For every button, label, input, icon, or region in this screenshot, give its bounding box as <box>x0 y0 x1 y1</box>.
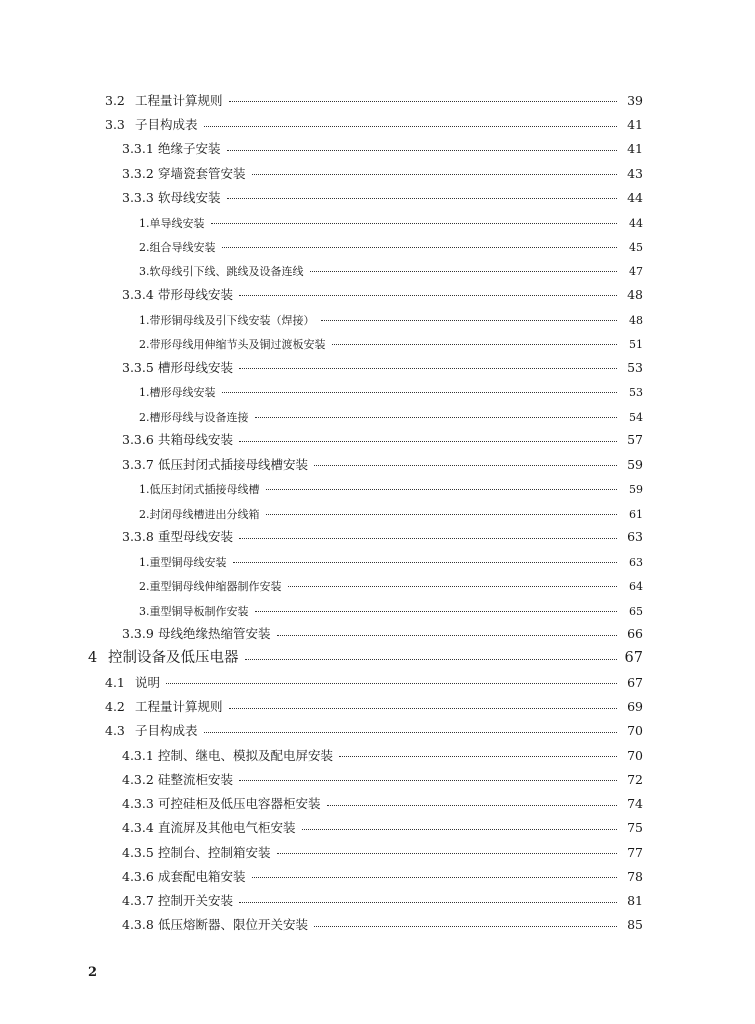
toc-entry-page: 44 <box>629 216 643 230</box>
toc-entry-title: 重型母线安装 <box>158 529 234 545</box>
toc-entry[interactable] <box>0 474 755 498</box>
toc-entry-number: 1. <box>139 556 150 569</box>
toc-entry-page: 53 <box>629 386 643 400</box>
toc-entry-number: 2. <box>139 580 150 594</box>
toc-dot-leader <box>239 538 617 539</box>
toc-entry-title: 子目构成表 <box>135 723 198 739</box>
table-of-contents <box>0 86 755 935</box>
toc-entry-number: 4.3.8 <box>122 917 154 933</box>
toc-entry-page: 39 <box>627 92 643 108</box>
toc-entry-page: 41 <box>627 141 643 157</box>
toc-dot-leader <box>239 780 617 781</box>
toc-dot-leader <box>288 586 618 587</box>
toc-entry[interactable] <box>0 668 755 692</box>
page-number: 2 <box>88 965 98 980</box>
toc-dot-leader <box>314 926 617 927</box>
toc-dot-leader <box>239 902 617 903</box>
toc-dot-leader <box>227 198 617 199</box>
toc-entry-page: 61 <box>629 507 643 521</box>
toc-dot-leader <box>204 732 617 733</box>
toc-entry[interactable] <box>0 207 755 231</box>
toc-entry[interactable] <box>0 595 755 619</box>
toc-dot-leader <box>310 271 618 272</box>
toc-entry[interactable] <box>0 547 755 571</box>
toc-entry[interactable] <box>0 644 755 668</box>
toc-entry[interactable] <box>0 159 755 183</box>
toc-entry-page: 66 <box>627 626 643 642</box>
toc-entry-title: 组合导线安装 <box>149 240 216 254</box>
toc-dot-leader <box>332 344 618 345</box>
toc-dot-leader <box>339 756 617 757</box>
toc-entry[interactable] <box>0 86 755 110</box>
toc-dot-leader <box>266 514 618 515</box>
toc-dot-leader <box>321 320 618 321</box>
toc-dot-leader <box>239 441 617 442</box>
toc-entry-page: 74 <box>627 796 643 811</box>
toc-entry-page: 72 <box>627 771 643 787</box>
toc-entry-page: 85 <box>627 917 643 933</box>
toc-entry-number: 4.2 <box>105 699 125 714</box>
toc-entry-title: 带形母线用伸缩节头及铜过渡板安装 <box>149 337 326 351</box>
toc-entry-page: 75 <box>627 820 643 836</box>
toc-entry-number: 3.3.6 <box>122 432 154 448</box>
toc-entry-title: 重型铜母线安装 <box>149 556 227 569</box>
toc-entry-page: 43 <box>627 165 643 181</box>
toc-entry-number: 3.3.4 <box>122 286 154 302</box>
toc-entry-title: 直流屏及其他电气柜安装 <box>158 820 296 836</box>
toc-dot-leader <box>255 417 618 418</box>
toc-entry[interactable] <box>0 329 755 353</box>
toc-entry[interactable] <box>0 911 755 935</box>
toc-entry[interactable] <box>0 571 755 595</box>
toc-entry[interactable] <box>0 450 755 474</box>
toc-entry-title: 说明 <box>135 674 161 690</box>
toc-entry-number: 2. <box>139 337 150 351</box>
toc-entry-page: 44 <box>627 189 643 205</box>
toc-dot-leader <box>229 708 617 709</box>
toc-entry-number: 4.3 <box>105 723 125 739</box>
toc-entry[interactable] <box>0 789 755 813</box>
toc-entry-number: 3. <box>139 265 150 278</box>
toc-dot-leader <box>229 101 617 102</box>
toc-entry[interactable] <box>0 862 755 886</box>
toc-entry-title: 硅整流柜安装 <box>158 771 234 787</box>
toc-entry[interactable] <box>0 280 755 304</box>
toc-dot-leader <box>222 247 618 248</box>
toc-entry-page: 67 <box>624 649 643 666</box>
toc-dot-leader <box>277 853 617 854</box>
toc-entry[interactable] <box>0 523 755 547</box>
toc-entry-title: 穿墙瓷套管安装 <box>158 165 246 181</box>
toc-entry-page: 65 <box>629 604 643 618</box>
toc-entry-title: 软母线安装 <box>158 189 221 205</box>
toc-entry-number: 4.3.4 <box>122 820 154 836</box>
toc-entry[interactable] <box>0 692 755 716</box>
toc-dot-leader <box>327 805 617 806</box>
toc-entry-number: 1. <box>139 386 150 400</box>
toc-entry-title: 工程量计算规则 <box>135 699 223 714</box>
toc-entry-page: 59 <box>629 483 643 497</box>
toc-entry[interactable] <box>0 377 755 401</box>
toc-dot-leader <box>255 611 618 612</box>
toc-entry-page: 45 <box>629 240 643 254</box>
toc-dot-leader <box>204 126 617 127</box>
toc-entry-number: 4 <box>88 649 98 666</box>
toc-entry-number: 2. <box>139 507 150 521</box>
toc-entry-page: 69 <box>627 699 643 714</box>
toc-entry-number: 1. <box>139 483 150 497</box>
toc-entry-title: 软母线引下线、跳线及设备连线 <box>149 265 304 278</box>
toc-entry-page: 47 <box>629 265 643 278</box>
toc-entry-number: 3.2 <box>105 92 125 108</box>
toc-entry-number: 2. <box>139 240 150 254</box>
toc-entry-title: 母线绝缘热缩管安装 <box>158 626 271 642</box>
toc-entry-page: 57 <box>627 432 643 448</box>
toc-entry-page: 48 <box>627 286 643 302</box>
toc-entry[interactable] <box>0 814 755 838</box>
toc-entry[interactable] <box>0 741 755 765</box>
toc-entry-title: 绝缘子安装 <box>158 141 221 157</box>
toc-entry-title: 重型铜导板制作安装 <box>149 604 249 618</box>
toc-entry-title: 工程量计算规则 <box>135 92 223 108</box>
toc-dot-leader <box>314 465 617 466</box>
toc-entry-title: 控制设备及低压电器 <box>108 649 239 666</box>
toc-entry-title: 带形铜母线及引下线安装（焊接） <box>149 313 315 327</box>
toc-entry-number: 2. <box>139 410 150 424</box>
toc-entry-page: 54 <box>629 410 643 424</box>
toc-entry-page: 78 <box>627 868 643 884</box>
toc-dot-leader <box>245 659 618 660</box>
toc-entry-title: 控制、继电、模拟及配电屏安装 <box>158 747 334 763</box>
toc-entry-title: 控制台、控制箱安装 <box>158 844 271 860</box>
toc-dot-leader <box>252 174 617 175</box>
toc-entry-title: 封闭母线槽进出分线箱 <box>149 507 260 521</box>
toc-entry-number: 3.3.9 <box>122 626 154 642</box>
toc-entry-page: 53 <box>627 359 643 375</box>
toc-entry-number: 4.3.7 <box>122 893 154 908</box>
toc-entry-number: 1. <box>139 313 150 327</box>
toc-entry-page: 48 <box>629 313 643 327</box>
toc-entry-number: 3.3 <box>105 117 125 132</box>
toc-entry-number: 3.3.2 <box>122 165 154 181</box>
toc-entry[interactable] <box>0 498 755 522</box>
toc-entry[interactable] <box>0 183 755 207</box>
toc-dot-leader <box>252 877 617 878</box>
toc-entry[interactable] <box>0 765 755 789</box>
toc-entry-number: 4.3.2 <box>122 771 154 787</box>
toc-dot-leader <box>277 635 617 636</box>
toc-dot-leader <box>166 683 617 684</box>
toc-entry-title: 控制开关安装 <box>158 893 234 908</box>
toc-entry-number: 3. <box>139 604 150 618</box>
toc-entry-title: 带形母线安装 <box>158 286 234 302</box>
toc-entry-number: 3.3.8 <box>122 529 154 545</box>
toc-dot-leader <box>266 489 618 490</box>
toc-entry[interactable] <box>0 304 755 328</box>
toc-entry[interactable] <box>0 256 755 280</box>
toc-entry-title: 低压熔断器、限位开关安装 <box>158 917 309 933</box>
toc-entry-number: 4.3.1 <box>122 747 154 763</box>
toc-entry[interactable] <box>0 135 755 159</box>
toc-entry[interactable] <box>0 620 755 644</box>
toc-entry-title: 槽形母线安装 <box>158 359 234 375</box>
toc-entry-title: 子目构成表 <box>135 117 198 132</box>
toc-dot-leader <box>239 368 617 369</box>
toc-dot-leader <box>239 295 617 296</box>
toc-entry-page: 41 <box>627 117 643 132</box>
toc-entry[interactable] <box>0 401 755 425</box>
toc-dot-leader <box>302 829 617 830</box>
toc-entry[interactable] <box>0 886 755 910</box>
toc-entry-title: 槽形母线与设备连接 <box>149 410 249 424</box>
toc-dot-leader <box>222 392 618 393</box>
toc-entry-page: 63 <box>627 529 643 545</box>
toc-dot-leader <box>227 150 617 151</box>
toc-entry[interactable] <box>0 353 755 377</box>
toc-entry-title: 共箱母线安装 <box>158 432 234 448</box>
toc-entry-page: 51 <box>629 337 643 351</box>
toc-entry-page: 81 <box>627 893 643 908</box>
toc-entry-number: 4.3.5 <box>122 844 154 860</box>
toc-entry-number: 3.3.3 <box>122 189 154 205</box>
toc-dot-leader <box>233 562 618 563</box>
toc-entry-title: 低压封闭式插接母线槽 <box>149 483 260 497</box>
toc-entry-title: 成套配电箱安装 <box>158 868 246 884</box>
toc-entry-page: 59 <box>627 456 643 472</box>
toc-entry-number: 4.3.6 <box>122 868 154 884</box>
toc-entry-title: 重型铜母线伸缩器制作安装 <box>149 580 282 594</box>
toc-entry[interactable] <box>0 110 755 134</box>
toc-entry-number: 3.3.7 <box>122 456 154 472</box>
toc-entry-page: 63 <box>629 556 643 569</box>
toc-entry-number: 4.3.3 <box>122 796 154 811</box>
toc-entry-title: 单导线安装 <box>149 216 205 230</box>
toc-entry[interactable] <box>0 838 755 862</box>
toc-entry-number: 1. <box>139 216 150 230</box>
toc-entry-page: 77 <box>627 844 643 860</box>
toc-entry[interactable] <box>0 717 755 741</box>
toc-entry[interactable] <box>0 426 755 450</box>
toc-entry-page: 67 <box>627 674 643 690</box>
toc-entry-title: 低压封闭式插接母线槽安装 <box>158 456 309 472</box>
toc-entry-page: 70 <box>627 723 643 739</box>
toc-entry-page: 70 <box>627 747 643 763</box>
toc-entry-title: 可控硅柜及低压电容器柜安装 <box>158 796 321 811</box>
toc-dot-leader <box>211 223 618 224</box>
toc-entry-title: 槽形母线安装 <box>149 386 216 400</box>
toc-entry-number: 3.3.5 <box>122 359 154 375</box>
toc-entry[interactable] <box>0 232 755 256</box>
toc-entry-number: 4.1 <box>105 674 125 690</box>
toc-entry-page: 64 <box>629 580 643 594</box>
toc-entry-number: 3.3.1 <box>122 141 154 157</box>
